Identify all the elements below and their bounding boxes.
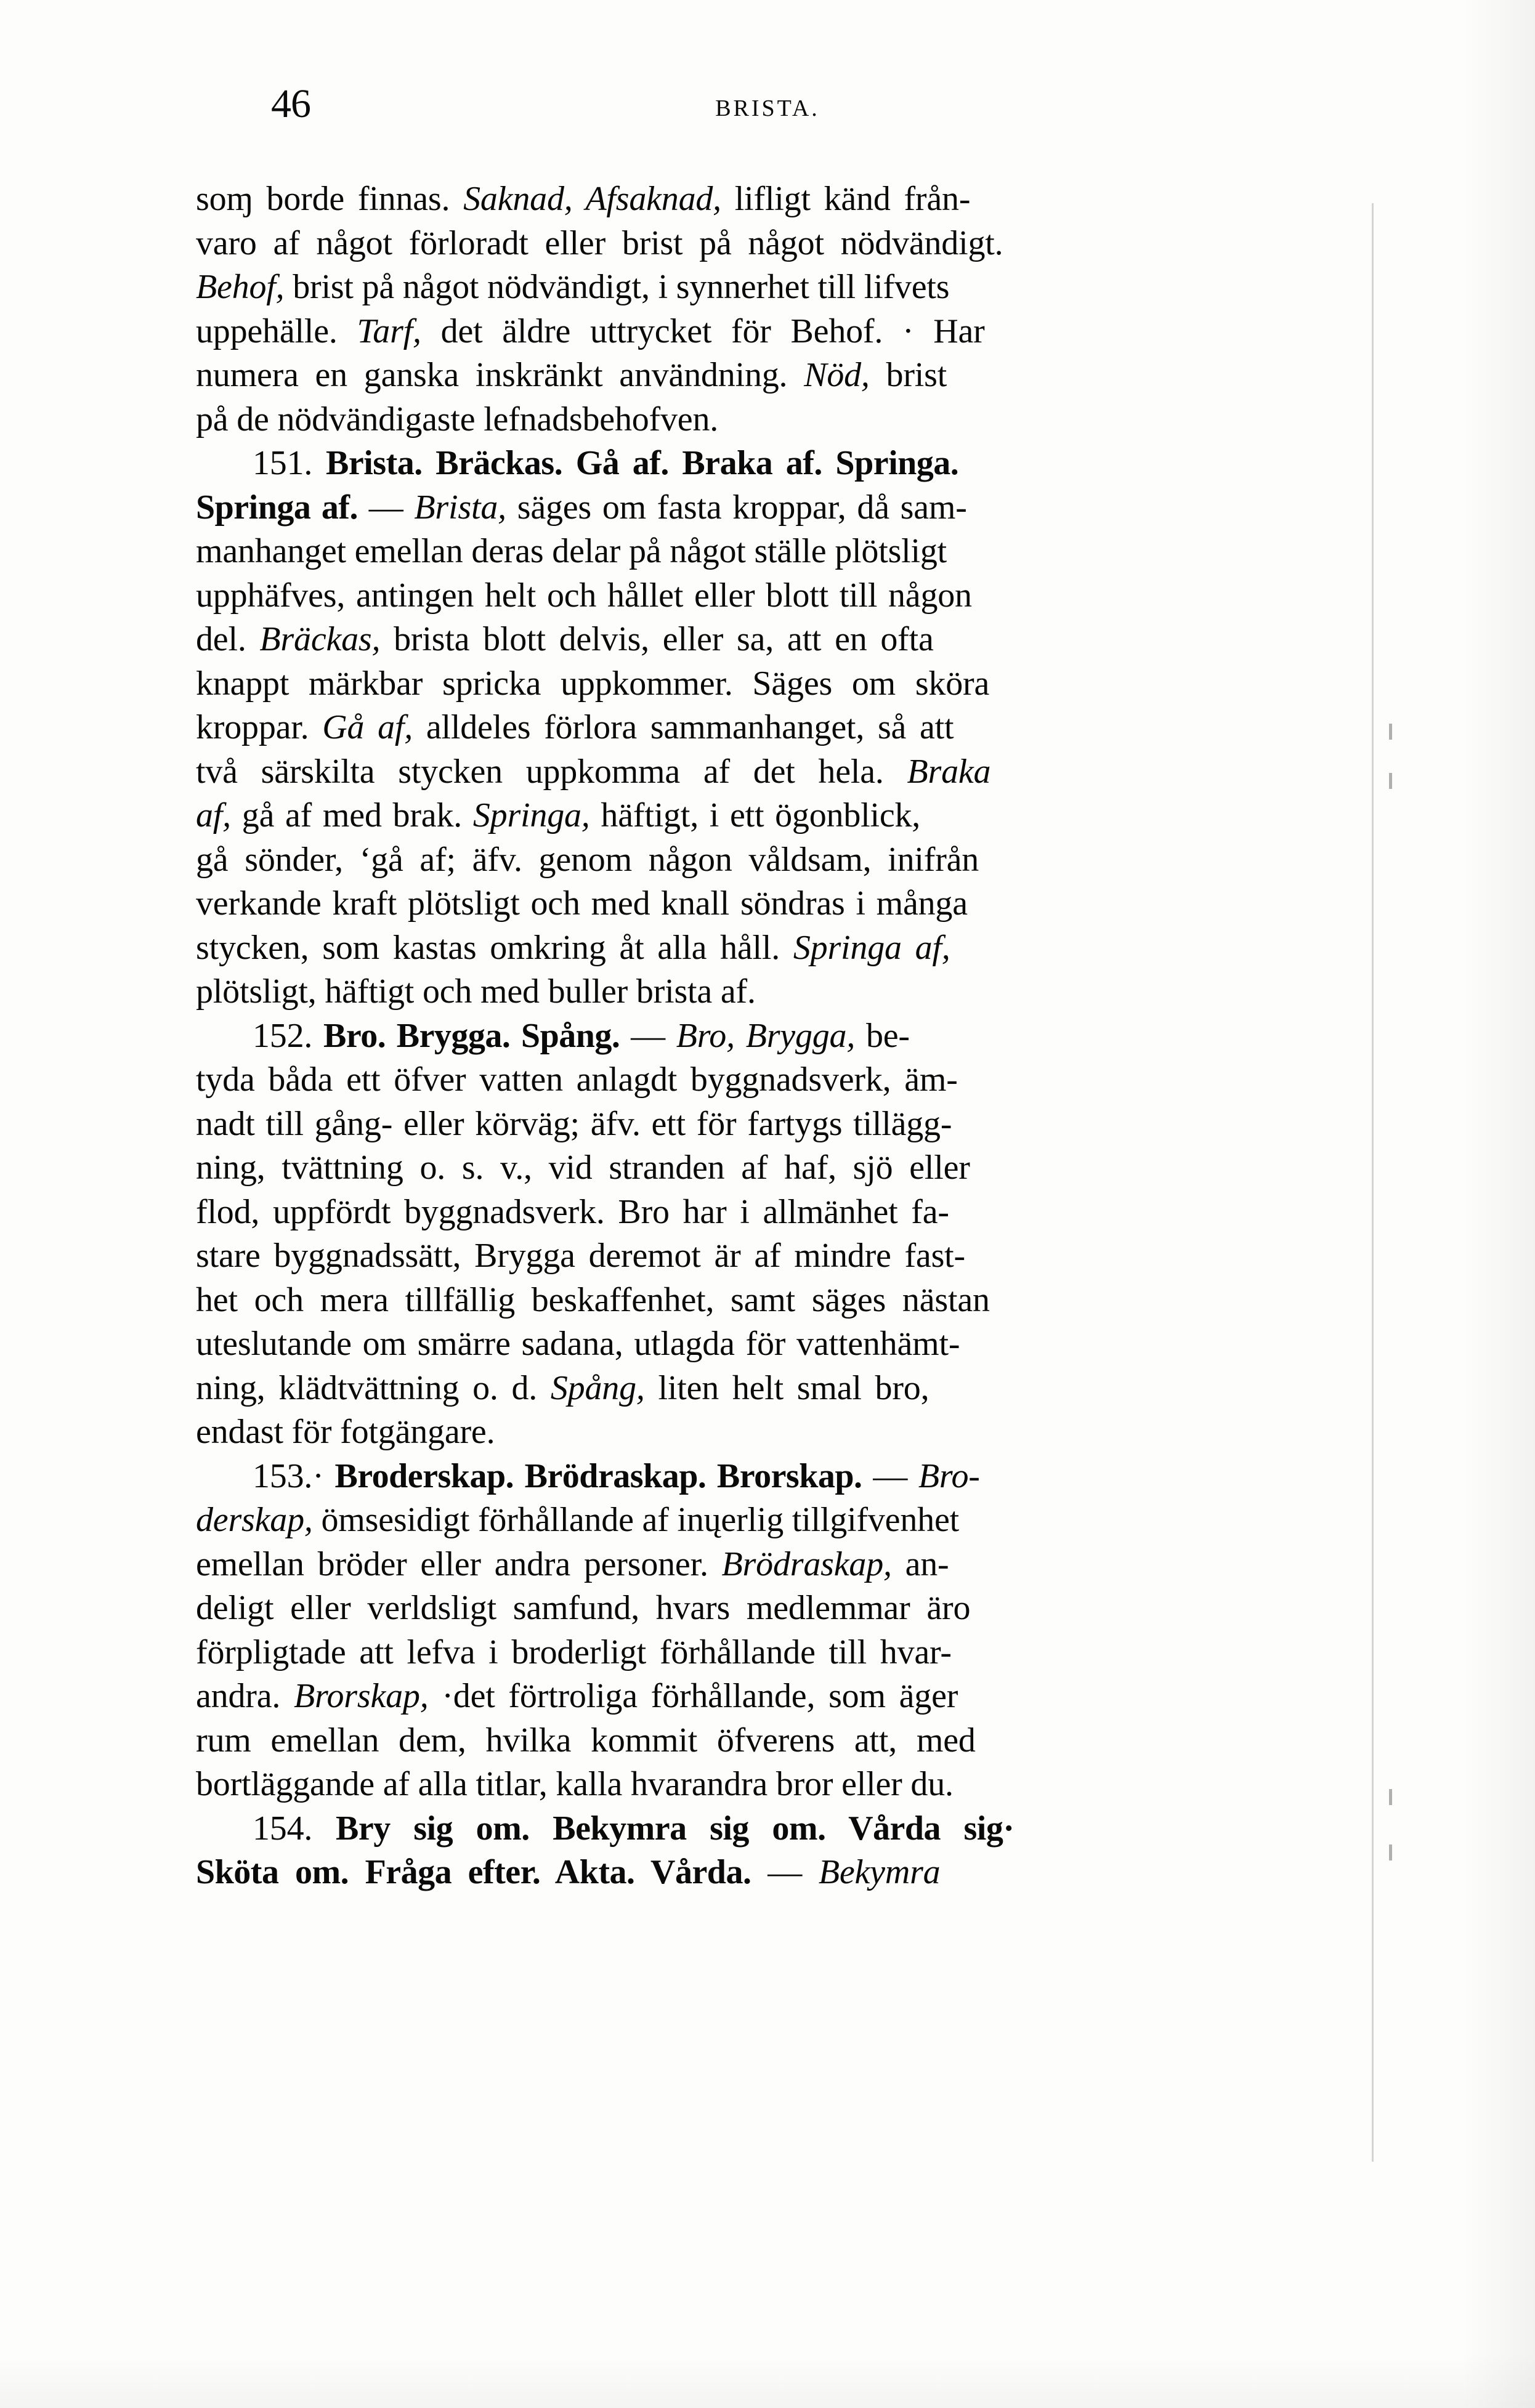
roman-text: plötsligt, häftigt och med buller brista af. [196, 972, 756, 1011]
roman-text: endast för fotgängare. [196, 1413, 495, 1451]
roman-text: lifligt känd från- [721, 180, 971, 218]
text-line [196, 1763, 1409, 1807]
text-line [196, 970, 1409, 1014]
italic-headword: Springa, [472, 796, 590, 834]
text-line [196, 618, 1409, 662]
scan-shadow-bottom [0, 2353, 1535, 2408]
text-line [196, 177, 1409, 222]
roman-text: 154. [253, 1809, 336, 1848]
roman-text: brist [869, 356, 947, 394]
bold-headword: Bro. Brygga. Spång. [323, 1016, 620, 1055]
page-number: 46 [271, 81, 310, 126]
text-line [196, 1322, 1409, 1367]
running-head: BRISTA. [715, 95, 820, 121]
text-line [196, 1543, 1409, 1587]
roman-text: verkande kraft plötsligt och med knall söndras i många [196, 884, 968, 923]
paragraph-indent [196, 1455, 253, 1499]
roman-text: liten helt smal bro, [644, 1368, 930, 1407]
italic-headword: Bro, Brygga, [676, 1016, 856, 1055]
scan-shadow-right [1461, 0, 1535, 2408]
roman-text: upphäfves, antingen helt och hållet eller blott till någon [196, 576, 972, 615]
body-text [196, 177, 1409, 1895]
text-line [196, 1719, 1409, 1763]
text-line [196, 1102, 1409, 1147]
roman-text: 152. [253, 1016, 324, 1055]
italic-headword: Spång, [550, 1368, 645, 1407]
roman-text: manhanget emellan deras delar på något ställe plötsligt [196, 532, 947, 570]
roman-text: bortläggande af alla titlar, kalla hvarandra bror eller du. [196, 1765, 954, 1803]
roman-text: alldeles förlora sammanhanget, så att [413, 708, 954, 746]
text-line [196, 706, 1409, 750]
text-line [196, 265, 1409, 310]
roman-text: ·det förtroliga förhållande, som äger [428, 1677, 958, 1715]
text-line [196, 1279, 1409, 1323]
text-line [196, 1014, 1409, 1059]
italic-headword: Springa af, [793, 928, 950, 967]
roman-text: 151. [253, 444, 326, 482]
text-line [196, 1146, 1409, 1190]
text-line [196, 1234, 1409, 1279]
text-line [196, 662, 1409, 706]
text-line [196, 926, 1409, 971]
roman-text: två särskilta stycken uppkomma af det hela. [196, 752, 907, 791]
text-line [196, 794, 1409, 838]
text-line [196, 1586, 1409, 1631]
roman-text: — [620, 1016, 676, 1055]
text-line [196, 1631, 1409, 1675]
roman-text: knappt märkbar spricka uppkommer. Säges om sköra [196, 664, 990, 703]
roman-text: brista blott delvis, eller sa, att en ofta [380, 620, 934, 658]
italic-headword: Brista, [414, 488, 506, 527]
italic-headword: Gå af, [322, 708, 413, 746]
paragraph-indent [196, 1014, 253, 1059]
roman-text: förpligtade att lefva i broderligt förhållande till hvar- [196, 1633, 952, 1671]
text-line [196, 1190, 1409, 1235]
text-line [196, 838, 1409, 883]
roman-text: 153.· [253, 1457, 335, 1495]
roman-text: — [358, 488, 415, 527]
italic-headword: Bräckas, [259, 620, 381, 658]
roman-text: stycken, som kastas omkring åt alla håll. [196, 928, 793, 967]
roman-text: ömsesidigt förhållande af inųerlig tillgifvenhet [312, 1501, 959, 1539]
text-line [196, 222, 1409, 266]
roman-text: uteslutande om smärre sadana, utlagda för vattenhämt- [196, 1325, 960, 1363]
bold-headword: Sköta om. Fråga efter. Akta. Vårda. [196, 1853, 751, 1891]
text-line [196, 398, 1409, 442]
text-line [196, 442, 1409, 486]
text-line [196, 1851, 1409, 1895]
italic-headword: Bekymra [818, 1853, 941, 1891]
text-line [196, 1807, 1409, 1851]
italic-headword: af, [196, 796, 231, 834]
roman-text: — [751, 1853, 819, 1891]
paragraph-indent [196, 442, 253, 486]
roman-text: tyda båda ett öfver vatten anlagdt byggnadsverk, äm- [196, 1061, 958, 1099]
text-line [196, 486, 1409, 530]
text-line [196, 310, 1409, 354]
italic-headword: Braka [907, 752, 991, 791]
roman-text: emellan bröder eller andra personer. [196, 1545, 722, 1583]
text-line [196, 354, 1409, 398]
roman-text: uppehälle. [196, 312, 357, 350]
roman-text: numera en ganska inskränkt användning. [196, 356, 804, 394]
paragraph-indent [196, 1807, 253, 1851]
italic-headword: Brorskap, [293, 1677, 429, 1715]
text-line [196, 530, 1409, 574]
bold-headword: Brista. Bräckas. Gå af. Braka af. Springa. [326, 444, 959, 482]
roman-text: deligt eller verldsligt samfund, hvars medlemmar äro [196, 1589, 971, 1627]
roman-text: gå sönder, ‘gå af; äfv. genom någon våldsam, inifrån [196, 840, 979, 879]
italic-headword: Nöd, [804, 356, 870, 394]
roman-text: rum emellan dem, hvilka kommit öfverens att, med [196, 1721, 976, 1760]
text-line [196, 1058, 1409, 1102]
italic-headword: Brödraskap, [721, 1545, 892, 1583]
roman-text: stare byggnadssätt, Brygga deremot är af mindre fast- [196, 1237, 965, 1275]
italic-headword: Behof, [196, 268, 285, 306]
roman-text: het och mera tillfällig beskaffenhet, samt säges nästan [196, 1280, 990, 1319]
text-line [196, 1455, 1409, 1499]
bold-headword: Bry sig om. Bekymra sig om. Vårda sig· [336, 1809, 1015, 1848]
text-line [196, 1410, 1409, 1455]
text-line [196, 882, 1409, 926]
italic-headword: Bro- [918, 1457, 980, 1495]
italic-headword: derskap, [196, 1501, 313, 1539]
roman-text: an- [891, 1545, 949, 1583]
page-header [0, 80, 1535, 148]
italic-headword: Tarf, [357, 312, 421, 350]
bold-headword: Broderskap. Brödraskap. Brorskap. [334, 1457, 862, 1495]
roman-text: säges om fasta kroppar, då sam- [506, 488, 967, 527]
text-line [196, 1498, 1409, 1543]
roman-text: flod, uppfördt byggnadsverk. Bro har i allmänhet fa- [196, 1192, 949, 1231]
bold-headword: Springa af. [196, 488, 358, 527]
roman-text: ning, tvättning o. s. v., vid stranden af haf, sjö eller [196, 1149, 970, 1187]
roman-text: på de nödvändigaste lefnadsbehofven. [196, 400, 719, 438]
roman-text: häftigt, i ett ögonblick, [589, 796, 921, 834]
roman-text: brist på något nödvändigt, i synnerhet till lifvets [284, 268, 950, 306]
text-line [196, 1675, 1409, 1719]
text-line [196, 750, 1409, 794]
roman-text: kroppar. [196, 708, 323, 746]
roman-text: nadt till gång- eller körväg; äfv. ett för fartygs tillägg- [196, 1104, 952, 1143]
roman-text: varo af något förloradt eller brist på något nödvändigt. [196, 224, 1003, 262]
text-line [196, 1367, 1409, 1411]
roman-text: andra. [196, 1677, 294, 1715]
roman-text: — [862, 1457, 918, 1495]
roman-text: gå af med brak. [230, 796, 473, 834]
roman-text: det äldre uttrycket för Behof. · Har [421, 312, 985, 350]
italic-headword: Saknad, Afsaknad, [463, 180, 721, 218]
text-line [196, 574, 1409, 618]
roman-text: soɱ borde finnas. [196, 180, 464, 218]
roman-text: be- [855, 1016, 910, 1055]
roman-text: ning, klädtvättning o. d. [196, 1368, 551, 1407]
roman-text: del. [196, 620, 260, 658]
